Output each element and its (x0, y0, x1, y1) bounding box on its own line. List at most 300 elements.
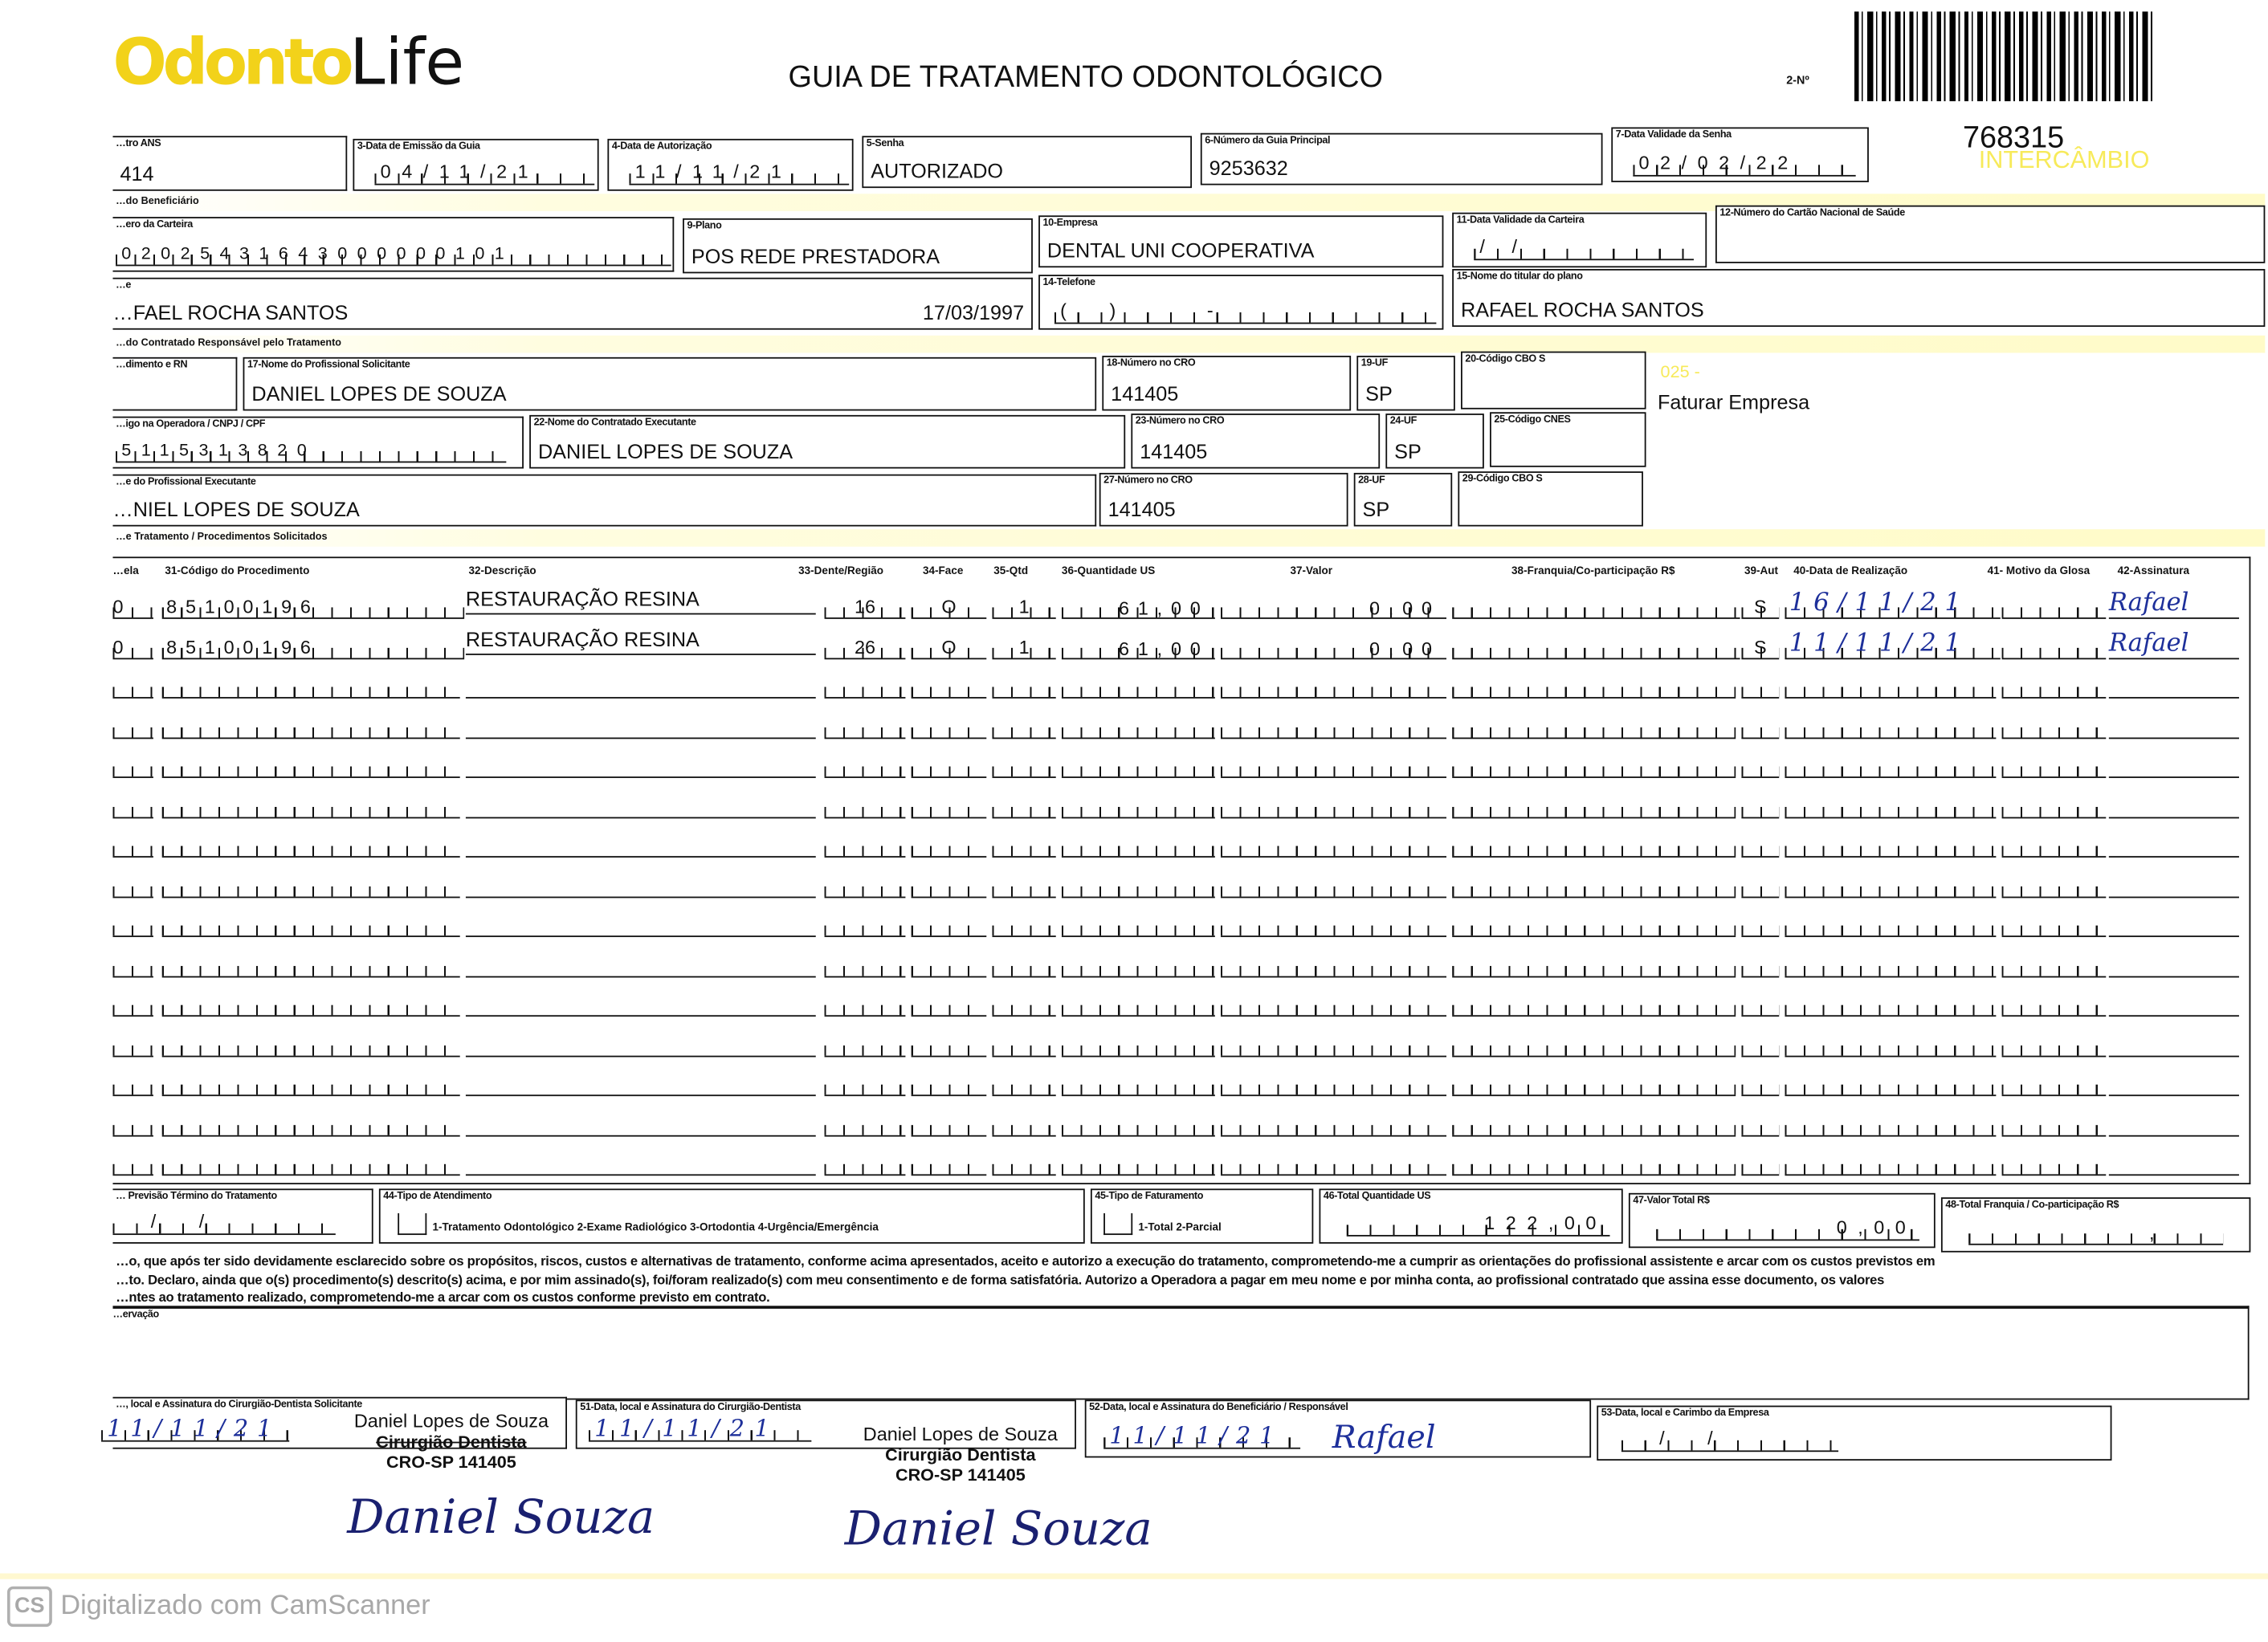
cell-copay[interactable] (1452, 1114, 1736, 1136)
cell-copay[interactable] (1452, 1074, 1736, 1096)
cell-table[interactable]: 0 (112, 597, 153, 619)
cell-copay[interactable] (1452, 677, 1736, 699)
main-guide-field (1201, 133, 1603, 185)
logo-part-life: Life (349, 26, 465, 100)
cell-face[interactable] (912, 1074, 987, 1096)
cell-us[interactable] (1062, 1035, 1215, 1057)
cell-face[interactable]: O (912, 597, 987, 619)
cell-table[interactable] (112, 716, 153, 738)
empty-procedure-row[interactable] (112, 908, 2250, 937)
cell-gloss[interactable] (2002, 955, 2107, 977)
cell-tooth[interactable] (825, 915, 906, 937)
cell-face[interactable] (912, 915, 987, 937)
cell-date[interactable] (1785, 915, 1996, 937)
company-field (1038, 215, 1443, 267)
cell-description[interactable] (466, 796, 816, 817)
col-header: 34-Face (923, 564, 964, 577)
col-header: 37-Valor (1290, 564, 1333, 577)
cell-table[interactable] (112, 915, 153, 937)
cell-us[interactable] (1062, 995, 1215, 1017)
cell-value[interactable] (1221, 677, 1446, 699)
empty-procedure-row[interactable] (112, 670, 2250, 699)
section-label: …do Beneficiário (116, 196, 199, 207)
empty-procedure-row[interactable] (112, 788, 2250, 817)
cell-aut[interactable] (1741, 836, 1779, 858)
cell-date[interactable] (1785, 796, 1996, 817)
cell-aut[interactable] (1741, 1154, 1779, 1175)
empty-procedure-row[interactable] (112, 829, 2250, 858)
cell-description[interactable]: RESTAURAÇÃO RESINA (466, 624, 816, 654)
section-procedures (112, 529, 2265, 547)
label: 11-Data Validade da Carteira (1456, 215, 1585, 226)
cell-gloss[interactable] (2002, 756, 2107, 778)
observation-field[interactable] (112, 1306, 2249, 1400)
cell-table[interactable] (112, 756, 153, 778)
label: 27-Número no CRO (1103, 475, 1193, 487)
plan-holder-field (1452, 269, 2265, 327)
cell-copay[interactable] (1452, 876, 1736, 898)
stamp-name: Daniel Lopes de Souza (353, 1409, 549, 1432)
cell-description[interactable] (466, 995, 816, 1017)
cell-tooth[interactable]: 26 (825, 637, 906, 658)
cell-copay[interactable] (1452, 597, 1740, 619)
cell-date[interactable] (1785, 1074, 1996, 1096)
billing-type-checkbox[interactable] (1103, 1213, 1132, 1235)
cell-description[interactable] (466, 955, 816, 977)
cell-description[interactable] (466, 1035, 816, 1057)
cell-table[interactable] (112, 836, 153, 858)
procedure-row[interactable] (112, 587, 2250, 619)
cell-copay[interactable] (1452, 756, 1736, 778)
cell-face[interactable] (912, 796, 987, 817)
cell-face[interactable] (912, 716, 987, 738)
label: 5-Senha (866, 138, 904, 149)
cell-date[interactable] (1785, 1114, 1996, 1136)
value: DANIEL LOPES DE SOUZA (251, 381, 507, 405)
cell-tooth[interactable] (825, 677, 906, 699)
cell-code[interactable] (162, 1114, 460, 1136)
cell-us[interactable] (1062, 955, 1215, 977)
value: SP (1394, 439, 1422, 463)
label: 52-Data, local e Assinatura do Beneficiário / Responsável (1089, 1402, 1348, 1413)
cell-tooth[interactable]: 16 (825, 597, 906, 619)
cell-qty[interactable] (992, 716, 1055, 738)
cell-tooth[interactable] (825, 756, 906, 778)
cell-aut[interactable] (1741, 915, 1779, 937)
side-code: 025 - (1660, 361, 1700, 382)
cell-face[interactable] (912, 955, 987, 977)
cell-signature[interactable]: Rafael (2109, 629, 2239, 659)
cell-us[interactable] (1062, 836, 1215, 858)
label: 23-Número no CRO (1135, 416, 1225, 427)
cell-qty[interactable] (992, 756, 1055, 778)
cell-signature[interactable] (2109, 915, 2239, 937)
cell-value[interactable] (1221, 1114, 1446, 1136)
cell-face[interactable] (912, 1114, 987, 1136)
col-header: 38-Franquia/Co-participação R$ (1511, 564, 1675, 577)
cell-code[interactable] (162, 915, 460, 937)
col-header: 42-Assinatura (2117, 564, 2190, 577)
col-header: 35-Qtd (993, 564, 1029, 577)
cell-aut[interactable] (1741, 1035, 1779, 1057)
camscanner-icon: CS (7, 1587, 52, 1627)
cell-table[interactable] (112, 876, 153, 898)
label: 10-Empresa (1042, 218, 1098, 229)
label: … Previsão Término do Tratamento (116, 1192, 277, 1202)
cell-code[interactable]: 85100196 (162, 637, 464, 658)
cell-description[interactable] (466, 836, 816, 858)
cell-qty[interactable] (992, 1035, 1055, 1057)
cell-value[interactable] (1221, 796, 1446, 817)
cell-tooth[interactable] (825, 716, 906, 738)
cell-description[interactable] (466, 876, 816, 898)
cell-gloss[interactable] (2002, 995, 2107, 1017)
declaration-line: …to. Declaro, ainda que o(s) procedimento(s) descrito(s) acima, e por mim assinado(s), foi/foram realizado(s) com meu consentimento e de forma satisfatória. Autorizo a Operadora a pagar em meu nome e por minha conta, ao profissional contratado que assina esse documento, os valores (116, 1271, 1885, 1286)
side-note: Faturar Empresa (1657, 390, 1810, 414)
cell-date[interactable] (1785, 677, 1996, 699)
label: …, local e Assinatura do Cirurgião-Dentista Solicitante (116, 1400, 362, 1410)
cell-face[interactable] (912, 836, 987, 858)
cell-table[interactable] (112, 1114, 153, 1136)
empty-procedure-row[interactable] (112, 1028, 2250, 1057)
cell-date[interactable] (1785, 876, 1996, 898)
cell-table[interactable]: 0 (112, 637, 153, 658)
cell-code[interactable] (162, 955, 460, 977)
cell-table[interactable] (112, 677, 153, 699)
cell-code[interactable] (162, 756, 460, 778)
empty-procedure-row[interactable] (112, 1067, 2250, 1096)
cell-code[interactable] (162, 796, 460, 817)
attendance-type-field (379, 1188, 1085, 1243)
cell-aut[interactable] (1741, 677, 1779, 699)
value: …NIEL LOPES DE SOUZA (112, 497, 360, 521)
cell-gloss[interactable] (2002, 597, 2107, 619)
cell-description[interactable] (466, 915, 816, 937)
total-us-field (1320, 1188, 1623, 1243)
cell-signature[interactable] (2109, 1114, 2239, 1136)
cell-tooth[interactable] (825, 1074, 906, 1096)
cell-qty[interactable]: 1 (992, 637, 1055, 658)
cell-us[interactable] (1062, 915, 1215, 937)
cell-copay[interactable] (1452, 915, 1736, 937)
cell-tooth[interactable] (825, 836, 906, 858)
cell-value[interactable] (1221, 1074, 1446, 1096)
cell-copay[interactable] (1452, 1035, 1736, 1057)
cell-face[interactable] (912, 1035, 987, 1057)
cell-code[interactable] (162, 836, 460, 858)
cell-qty[interactable] (992, 995, 1055, 1017)
cell-gloss[interactable] (2002, 1074, 2107, 1096)
dentist-signature-1: Daniel Souza (347, 1489, 655, 1545)
cell-aut[interactable] (1741, 716, 1779, 738)
phone-field (1038, 275, 1443, 329)
cell-signature[interactable] (2109, 716, 2239, 738)
cell-copay[interactable] (1452, 955, 1736, 977)
cell-date[interactable] (1785, 756, 1996, 778)
cell-value[interactable]: 0,00 (1221, 638, 1446, 658)
empty-procedure-row[interactable] (112, 988, 2250, 1017)
card-validity-field (1452, 213, 1707, 267)
cell-us[interactable] (1062, 1114, 1215, 1136)
camscanner-watermark (7, 1587, 430, 1627)
cell-signature[interactable] (2109, 677, 2239, 699)
label: 20-Código CBO S (1465, 354, 1546, 365)
cell-code[interactable] (162, 677, 460, 699)
stamp-name: Daniel Lopes de Souza (863, 1423, 1058, 1445)
date: 11/11/21 (101, 1417, 289, 1442)
cell-us[interactable] (1062, 876, 1215, 898)
cell-copay[interactable] (1452, 836, 1736, 858)
cell-signature[interactable]: Rafael (2109, 589, 2239, 619)
cell-aut[interactable] (1741, 796, 1779, 817)
cell-us[interactable] (1062, 796, 1215, 817)
cell-copay[interactable] (1452, 995, 1736, 1017)
label: 28-UF (1358, 475, 1385, 487)
value: / / (1474, 236, 1694, 261)
date: / / (1621, 1428, 1838, 1453)
cell-gloss[interactable] (2002, 677, 2107, 699)
cell-gloss[interactable] (2002, 876, 2107, 898)
cell-date[interactable] (1785, 836, 1996, 858)
cell-value[interactable] (1221, 836, 1446, 858)
cell-signature[interactable] (2109, 796, 2239, 817)
cell-table[interactable] (112, 1154, 153, 1175)
cell-value[interactable] (1221, 1154, 1446, 1175)
cell-qty[interactable] (992, 796, 1055, 817)
cell-tooth[interactable] (825, 876, 906, 898)
cell-copay[interactable] (1452, 1154, 1736, 1175)
cell-value[interactable] (1221, 915, 1446, 937)
stamp-cro: CRO-SP 141405 (895, 1465, 1026, 1485)
cell-table[interactable] (112, 995, 153, 1017)
cell-us[interactable]: 61,00 (1062, 599, 1215, 619)
value: ( ) - (1054, 299, 1436, 324)
label: 45-Tipo de Faturamento (1095, 1192, 1204, 1202)
cell-copay[interactable] (1452, 716, 1736, 738)
cell-qty[interactable] (992, 915, 1055, 937)
cell-signature[interactable] (2109, 955, 2239, 977)
cell-aut[interactable] (1741, 995, 1779, 1017)
cell-date[interactable]: 16/11/21 (1785, 589, 2000, 619)
label: …tro ANS (116, 138, 161, 149)
cell-description[interactable] (466, 716, 816, 738)
cell-signature[interactable] (2109, 995, 2239, 1017)
col-header: 39-Aut (1744, 564, 1779, 577)
cell-description[interactable] (466, 677, 816, 699)
card-number-field (112, 217, 674, 271)
cell-value[interactable] (1221, 995, 1446, 1017)
cell-table[interactable] (112, 1074, 153, 1096)
cell-code[interactable] (162, 1035, 460, 1057)
empty-procedure-row[interactable] (112, 1107, 2250, 1136)
cell-face[interactable] (912, 1154, 987, 1175)
cell-table[interactable] (112, 1035, 153, 1057)
cell-tooth[interactable] (825, 1154, 906, 1175)
label: …e do Profissional Executante (116, 477, 256, 487)
cell-date[interactable] (1785, 1035, 1996, 1057)
procedure-row[interactable] (112, 626, 2250, 659)
declaration-line: …ntes ao tratamento realizado, comprometendo-me a arcar com os custos conforme previsto em contrato. (116, 1290, 770, 1305)
cell-aut[interactable]: S (1741, 597, 1779, 619)
rn-field (112, 357, 237, 411)
beneficiary-name-field (112, 278, 1032, 330)
cell-aut[interactable] (1741, 876, 1779, 898)
col-header: 33-Dente/Região (798, 564, 884, 577)
cell-description[interactable] (466, 1114, 816, 1136)
cell-gloss[interactable] (2002, 836, 2107, 858)
cell-description[interactable] (466, 1154, 816, 1175)
value: SP (1362, 497, 1390, 521)
signature-52-field (1085, 1400, 1591, 1457)
cell-signature[interactable] (2109, 756, 2239, 778)
cell-tooth[interactable] (825, 995, 906, 1017)
label: 19-UF (1360, 358, 1388, 369)
attendance-type-checkbox[interactable] (398, 1213, 426, 1235)
sus-card-field[interactable] (1715, 206, 2265, 263)
cell-gloss[interactable] (2002, 796, 2107, 817)
value: , (1968, 1222, 2223, 1245)
cell-value[interactable] (1221, 876, 1446, 898)
label: 3-Data de Emissão da Guia (357, 141, 480, 153)
col-header: …ela (112, 564, 139, 577)
cell-face[interactable] (912, 995, 987, 1017)
label: 51-Data, local e Assinatura do Cirurgião-Dentista (580, 1402, 801, 1413)
number-label: 2-Nº (1786, 73, 1809, 88)
cell-signature[interactable] (2109, 1074, 2239, 1096)
cell-value[interactable] (1221, 716, 1446, 738)
cell-qty[interactable] (992, 955, 1055, 977)
cell-table[interactable] (112, 955, 153, 977)
cell-value[interactable]: 0,00 (1221, 599, 1446, 619)
label: 9-Plano (687, 221, 722, 232)
cell-code[interactable] (162, 1154, 460, 1175)
cell-value[interactable] (1221, 955, 1446, 977)
cell-tooth[interactable] (825, 1114, 906, 1136)
cell-us[interactable] (1062, 756, 1215, 778)
cell-date[interactable] (1785, 995, 1996, 1017)
cell-table[interactable] (112, 796, 153, 817)
cell-date[interactable]: 11/11/21 (1785, 629, 2000, 659)
cell-value[interactable] (1221, 756, 1446, 778)
cell-description[interactable] (466, 756, 816, 778)
cell-face[interactable]: O (912, 637, 987, 658)
cell-copay[interactable] (1452, 796, 1736, 817)
cell-gloss[interactable] (2002, 637, 2107, 658)
value: 02/02/22 (1633, 152, 1855, 177)
stamp-title: Cirurgião Dentista (885, 1444, 1036, 1465)
cell-us[interactable] (1062, 1154, 1215, 1175)
value: 141405 (1140, 439, 1208, 463)
value: 02025431643000000101 (116, 242, 671, 267)
cell-signature[interactable] (2109, 1154, 2239, 1175)
cell-us[interactable]: 61,00 (1062, 638, 1215, 658)
value: / / (112, 1210, 335, 1235)
cell-aut[interactable] (1741, 1114, 1779, 1136)
cell-gloss[interactable] (2002, 1035, 2107, 1057)
cell-description[interactable]: RESTAURAÇÃO RESINA (466, 585, 816, 615)
cell-aut[interactable] (1741, 955, 1779, 977)
cell-value[interactable] (1221, 1035, 1446, 1057)
empty-procedure-row[interactable] (112, 1147, 2250, 1175)
cell-qty[interactable]: 1 (992, 597, 1055, 619)
cell-us[interactable] (1062, 716, 1215, 738)
label: …dimento e RN (116, 360, 188, 371)
empty-procedure-row[interactable] (112, 869, 2250, 898)
label: …ero da Carteira (116, 219, 193, 230)
cell-qty[interactable] (992, 1114, 1055, 1136)
cell-aut[interactable]: S (1741, 637, 1779, 658)
cell-qty[interactable] (992, 876, 1055, 898)
cell-signature[interactable] (2109, 876, 2239, 898)
cbo20-field (1461, 352, 1646, 409)
cell-copay[interactable] (1452, 637, 1740, 658)
cell-gloss[interactable] (2002, 716, 2107, 738)
cell-code[interactable] (162, 876, 460, 898)
cell-tooth[interactable] (825, 955, 906, 977)
plan-field (683, 218, 1033, 273)
cell-face[interactable] (912, 756, 987, 778)
cell-aut[interactable] (1741, 756, 1779, 778)
cell-date[interactable] (1785, 716, 1996, 738)
cell-face[interactable] (912, 677, 987, 699)
cell-qty[interactable] (992, 677, 1055, 699)
cell-us[interactable] (1062, 677, 1215, 699)
cro27-field (1099, 473, 1348, 527)
cell-qty[interactable] (992, 1074, 1055, 1096)
cell-tooth[interactable] (825, 796, 906, 817)
value: 9253632 (1209, 156, 1288, 180)
cell-us[interactable] (1062, 1074, 1215, 1096)
cell-date[interactable] (1785, 955, 1996, 977)
value: 141405 (1107, 497, 1176, 521)
end-forecast-field (112, 1188, 373, 1243)
empty-procedure-row[interactable] (112, 709, 2250, 738)
value: 141405 (1111, 381, 1179, 405)
intercambio-stamp: INTERCÂMBIO (1978, 145, 2150, 174)
cell-aut[interactable] (1741, 1074, 1779, 1096)
cell-code[interactable] (162, 716, 460, 738)
dentist-stamp-2 (845, 1424, 1076, 1485)
value: 04/11/21 (374, 161, 594, 185)
cell-date[interactable] (1785, 1154, 1996, 1175)
cell-description[interactable] (466, 1074, 816, 1096)
billing-type-field (1091, 1188, 1313, 1243)
emission-date-field (353, 139, 598, 191)
col-header: 40-Data de Realização (1793, 564, 1908, 577)
value: AUTORIZADO (871, 159, 1004, 182)
cell-gloss[interactable] (2002, 1154, 2107, 1175)
cell-gloss[interactable] (2002, 915, 2107, 937)
cell-tooth[interactable] (825, 1035, 906, 1057)
billing-options: 1-Total 2-Parcial (1138, 1220, 1222, 1234)
cell-code[interactable]: 85100196 (162, 597, 464, 619)
cell-code[interactable] (162, 1074, 460, 1096)
label: 17-Nome do Profissional Solicitante (247, 360, 410, 371)
cell-qty[interactable] (992, 1154, 1055, 1175)
empty-procedure-row[interactable] (112, 749, 2250, 778)
password-validity-field (1611, 127, 1869, 181)
empty-procedure-row[interactable] (112, 948, 2250, 977)
cell-signature[interactable] (2109, 836, 2239, 858)
label: 48-Total Franquia / Co-participação R$ (1945, 1200, 2119, 1211)
cbo29-field (1458, 471, 1643, 526)
cell-gloss[interactable] (2002, 1114, 2107, 1136)
cell-code[interactable] (162, 995, 460, 1017)
cell-signature[interactable] (2109, 1035, 2239, 1057)
logo-part-odonto: Odonto (112, 26, 350, 100)
cell-face[interactable] (912, 876, 987, 898)
cell-qty[interactable] (992, 836, 1055, 858)
